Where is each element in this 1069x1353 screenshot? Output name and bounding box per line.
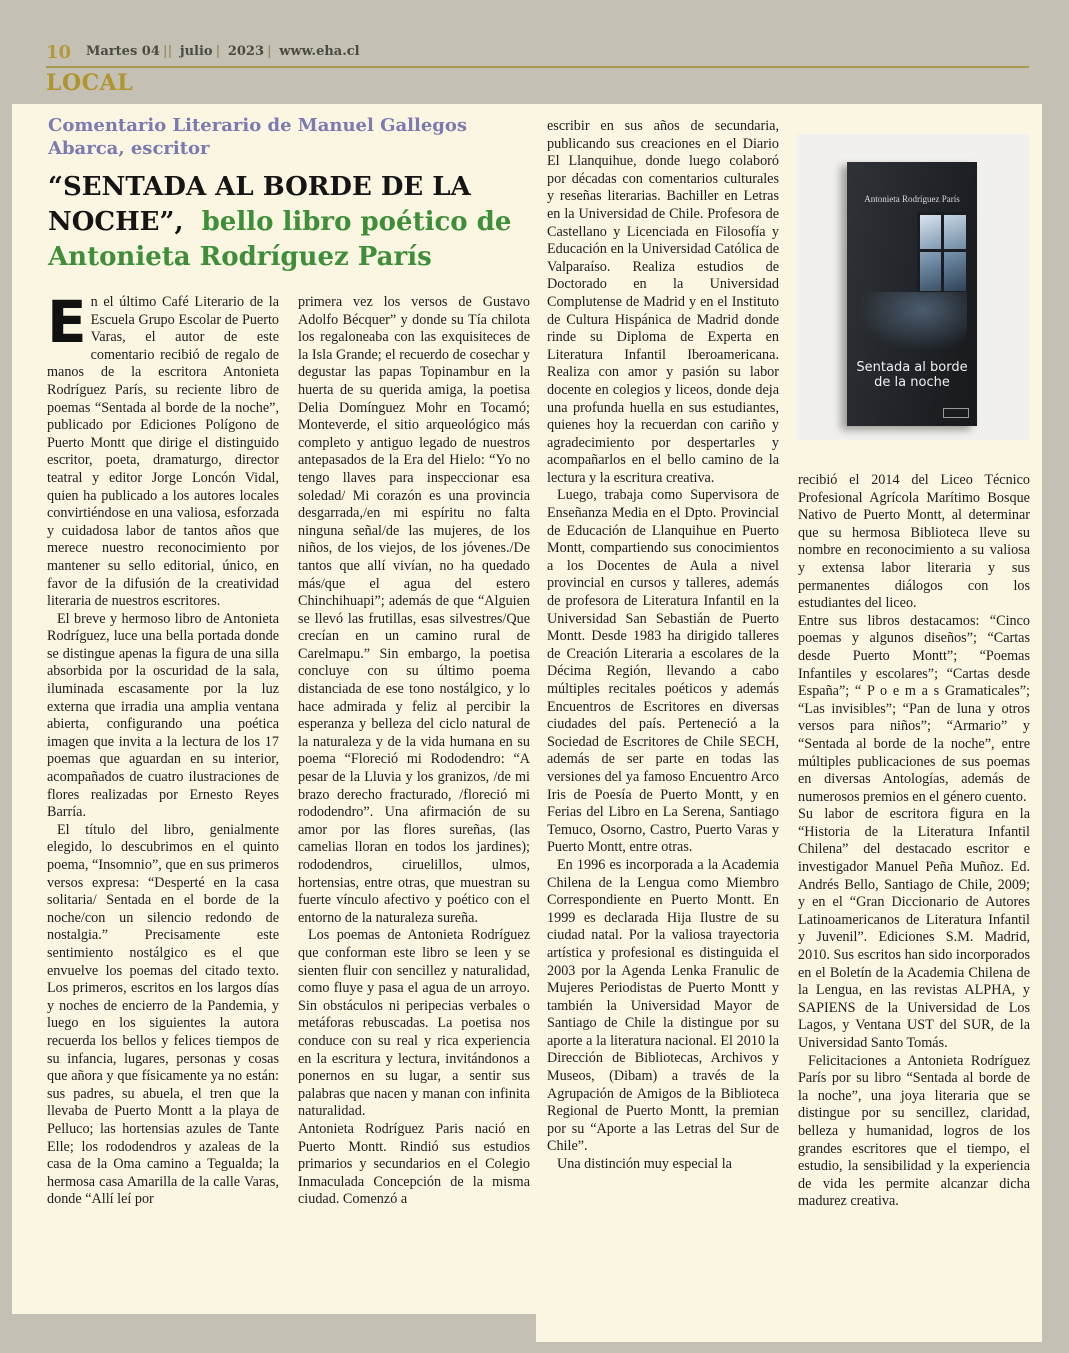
article-headline [48, 170, 528, 275]
paragraph: escribir en sus años de secundaria, publicando sus creaciones en el Diario El Llanquihue, donde luego colaboró por décadas con comentarios culturales y reseñas literarias. Bachiller en Letras en la Universidad de Chile. Profesora de Castellano y Licenciada en Filosofía y Educación en la Universidad Católica de Valparaíso. Realiza estudios de Doctorado en la Universidad Complutense de Madrid y en el Instituto de Cultura Hispánica de Madrid donde rinde su Diploma de Experta en Literatura Infantil Iberoamericana. Realiza con amor y pasión su labor docente en colegios y liceos, donde deja una profunda huella en sus estudiantes, quienes hoy la recuerdan con cariño y agradecimiento por despertarles y acompañarlos en el bello camino de la lectura y la escritura creativa. [547, 118, 779, 486]
text-column-4 [798, 472, 1030, 1211]
website-link[interactable]: www.eha.cl [279, 44, 360, 59]
paragraph: Los poemas de Antonieta Rodríguez que conforman este libro se leen y se sienten fluir con sencillez y naturalidad, como fluye y pasa el agua de un arroyo. Sin obstáculos ni peripecias verbales o metáforas rebuscadas. La poetisa nos conduce con su real y rica experiencia en la escritura y lectura, invitándonos a ponernos en su lugar, a sentir sus palabras que nacen y manan con infinita naturalidad. [298, 927, 530, 1120]
paragraph: En 1996 es incorporada a la Academia Chilena de la Lengua como Miembro Correspondiente en Puerto Montt. En 1999 es declarada Hija Ilustre de su ciudad natal. Por la valiosa trayectoria artística y profesional es distinguida el 2003 por la Agenda Lenka Franulic de Mujeres Periodistas de Puerto Montt y también la Universidad Mayor de Santiago de Chile la distingue por su aporte a la literatura nacional. El 2010 la Dirección de Bibliotecas, Archivos y Museos, (Dibam) a través de la Agrupación de Amigos de la Biblioteca Regional de Puerto Montt, la premian por su “Aporte a las Letras del Sur de Chile”. [547, 856, 779, 1155]
window-illustration [917, 212, 969, 294]
light-glow [857, 292, 967, 352]
paragraph: Antonieta Rodríguez Paris nació en Puerto Montt. Rindió sus estudios primarios y secundarios en el Colegio Inmaculada Concepción de la misma ciudad. Comenzó a [298, 1120, 530, 1208]
paragraph: En el último Café Literario de la Escuela Grupo Escolar de Puerto Varas, el autor de este comentario recibió de regalo de manos de la escritora Antonieta Rodríguez París, su reciente libro de poemas “Sentada al borde de la noche”, publicado por Ediciones Polígono de Puerto Montt que dirige el distinguido escritor, poeta, dramaturgo, director teatral y editor Jorge Loncón Vidal, quien ha publicado a los autores locales convirtiéndose en una valiosa, esforzada y cuidadosa labor de tantos años que merece nuestro reconocimiento por mantener su sello editorial, único, en favor de la difusión de la creatividad literaria de nuestros escritores. [47, 288, 279, 610]
publisher-logo-icon [943, 408, 969, 418]
page-number: 10 [46, 42, 72, 63]
paragraph: Una distinción muy especial la [557, 1156, 732, 1173]
book-cover-author: Antonieta Rodríguez París [864, 194, 960, 204]
book-cover [847, 162, 977, 426]
paragraph: El breve y hermoso libro de Antonieta Rodríguez, luce una bella portada donde se distingue apenas la figura de una silla absorbida por la oscuridad de la sala, iluminada escasamente por la luz externa que irradia una amplia ventana abierta, configurando una poética imagen que invita a la lectura de los 17 poemas que aguardan en su interior, acompañados de cuatro ilustraciones de flores realizadas por Ernesto Reyes Barría. [47, 610, 279, 821]
book-photo [797, 134, 1029, 440]
text-column-2 [298, 294, 530, 1209]
paragraph: primera vez los versos de Gustavo Adolfo Bécquer” y donde su Tía chilota los regaloneaba con las exquisiteces de la Isla Grande; el recuerdo de cosechar y degustar las papas Topinambur en la huerta de su querida amiga, la poetisa Delia Domínguez Mohr en Tocamó; Monteverde, el sitio arqueológico más completo y antiguo legado de nuestros antepasados de la Era del Hielo: “Yo no tengo llaves para inspeccionar esa soledad/ Mi corazón es una provincia desgarrada,/en mi espíritu no falta ninguna señal/de las mujeres, de los niños, de los viejos, de los jóvenes./De tantos que allí vivían, no ha quedado más/que el agua del estero Chinchihuapi”; además de que “Alguien se llevó las frutillas, esas silvestres/Que crecían en un camino rural de Carelmapu.” Sin embargo, la poetisa concluye con su último poema distanciada de ese tono nostálgico, y lo hace admirada y feliz al percibir la esperanza y belleza del ciclo natural de la naturaleza y de la vida humana en su poema “Floreció mi Rododendro: “A pesar de la Lluvia y los granizos, /de mi brazo derecho fracturado, /floreció mi rododendro”. Una afirmación de su amor por las flores sureñas, (las camelias lloran en todos los jardines); rododendros, ciruelillos, ulmos, hortensias, entre otras, que muestran su fuerte vínculo afectivo y poético con el entorno de la naturaleza sureña. [298, 294, 530, 926]
date-month: julio [179, 44, 213, 59]
page-header [46, 40, 1029, 68]
section-label: LOCAL [46, 70, 134, 96]
paragraph: Luego, trabaja como Supervisora de Enseñanza Media en el Dpto. Provincial de Educación de Llanquihue en Puerto Montt, compartiendo sus conocimientos a los Docentes de Aula a nivel provincial en cursos y talleres, además de profesora de Literatura Infantil en la Universidad San Sebastián de Puerto Montt. Desde 1983 ha dirigido talleres de Creación Literaria a escolares de la Décima Región, llevando a cabo múltiples recitales poéticos y además Encuentros de Escritores en diversas ciudades del país. Perteneció a la Sociedad de Escritores de Chile SECH, además de ser parte en todas las versiones del ya famoso Encuentro Arco Iris de Poesía de Puerto Montt, y en Ferias del Libro en La Serena, Santiago Temuco, Osorno, Castro, Puerto Varas y Puerto Montt, entre otras. [547, 487, 779, 856]
paragraph: El título del libro, genialmente elegido, lo descubrimos en el quinto poema, “Insomnio”, que en sus primeros versos expresa: “Desperté en la casa solitaria/ Sentada en el borde de la noche/con un silencio redondo de nostalgia.” Precisamente este sentimiento nostálgico es el que envuelve los poemas del citado texto. Los primeros, escritos en los largos días y noches de encierro de la Pandemia, y luego en los siguientes la autora recuerda los bellos y felices tiempos de su infancia, lugares, personas y cosas que añora y que físicamente ya no están: sus padres, su abuela, el tren que la llevaba de Puerto Montt a la playa de Pelluco; las hortensias azules de Tante Elle; los rododendros y azaleas de la casa de la Oma camino a Tegualda; la hermosa casa Amarilla de la calle Varas, donde “Allí leí por [47, 821, 279, 1208]
headline-sub: bello libro poético de Antonieta Rodríguez París [48, 207, 512, 272]
text-column-3 [547, 118, 779, 1174]
article-kicker: Comentario Literario de Manuel Gallegos Abarca, escritor [48, 115, 468, 159]
book-cover-title: Sentada al borde de la noche [856, 360, 968, 390]
paragraph: Entre sus libros destacamos: “Cinco poemas y algunos diseños”; “Cartas desde Puerto Montt”; “Poemas Infantiles y escolares”; “Cartas desde España”; “ P o e m a s Gramaticales”; “Las invisibles”; “Pan de luna y otros versos para niños”; “Armario” y “Sentada al borde de la noche”, entre múltiples publicaciones de sus poemas en diversas Antologías, además de numerosos premios en el género cuento. [798, 612, 1030, 805]
paragraph: Felicitaciones a Antonieta Rodríguez París por su libro “Sentada al borde de la noche”, una joya literaria que se distingue por su sencillez, claridad, belleza y humanidad, logros de los grandes escritores que el tiempo, el estudio, la sensibilidad y la experiencia de vida les permite alcanzar dicha madurez creativa. [798, 1052, 1030, 1210]
article-paper-extension [536, 1300, 1042, 1342]
date-line: Martes 04 || julio | 2023 | www.eha.cl [86, 44, 360, 59]
text-column-1 [47, 288, 279, 1209]
headline-main: “SENTADA AL BORDE DE LA NOCHE”, [48, 172, 471, 237]
paragraph: recibió el 2014 del Liceo Técnico Profesional Agrícola Marítimo Bosque Nativo de Puerto Montt, al determinar que su hermosa Biblioteca lleve su nombre en reconocimiento a su valiosa y extensa labor literaria y sus permanentes diálogos con los estudiantes del liceo. [798, 472, 1030, 612]
date-day: Martes 04 [86, 44, 160, 59]
paragraph: Su labor de escritora figura en la “Historia de la Literatura Infantil Chilena” del destacado escritor e investigador Manuel Peña Muñoz. Ed. Andrés Bello, Santiago de Chile, 2009; y en el “Gran Diccionario de Autores Latinoamericanos de Literatura Infantil y Juvenil”. Ediciones S.M. Madrid, 2010. Sus escritos han sido incorporados en el Boletín de la Academia Chilena de la Lengua, en las revistas ALPHA, y SAPIENS de la Universidad de Los Lagos, y Ventana UST del SUR, de la Universidad Santo Tomás. [798, 806, 1030, 1051]
drop-cap: E [47, 288, 87, 356]
date-year: 2023 [227, 44, 265, 59]
